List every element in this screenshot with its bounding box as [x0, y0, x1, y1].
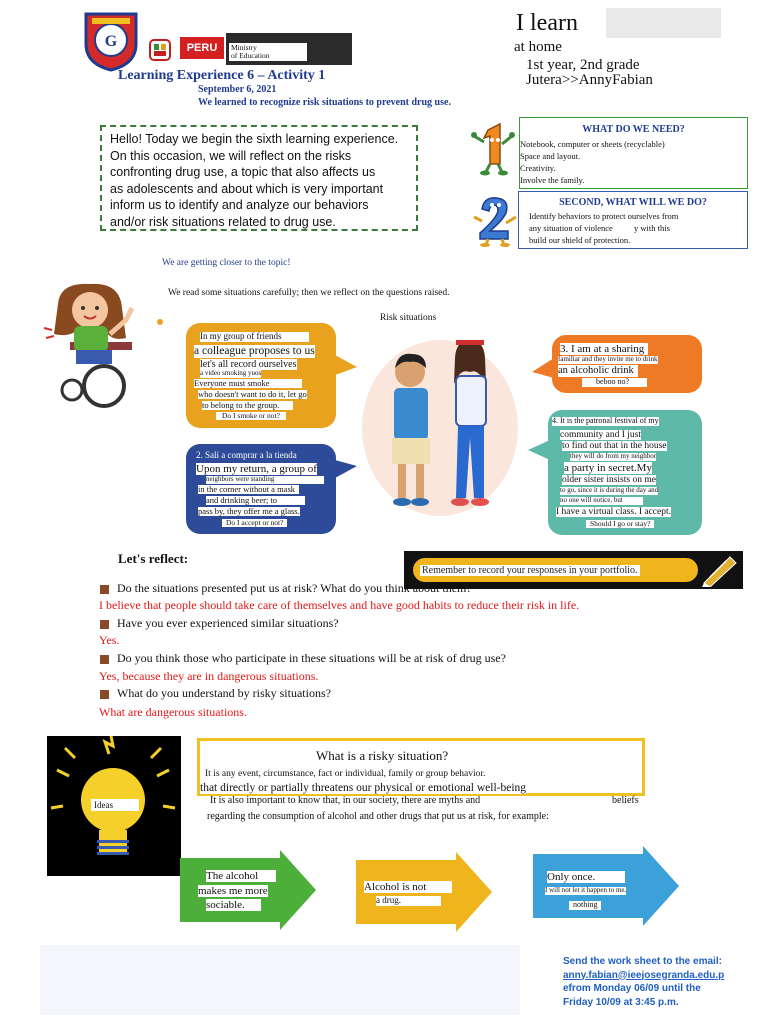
reflect-title: Let's reflect:	[118, 551, 189, 566]
submission-instructions	[563, 955, 743, 1009]
myths-intro-beliefs: beliefs	[612, 795, 639, 806]
ideas-label: Ideas	[94, 800, 113, 810]
girl-wheelchair-illustration	[40, 278, 180, 410]
brand-author-text: Jutera>>AnnyFabian	[526, 72, 653, 88]
situation-3-line: an alcoholic drink	[558, 365, 638, 377]
brand-learn-text: I learn	[516, 10, 578, 36]
reflect-question	[100, 616, 339, 631]
question-text: Do the situations presented put us at risk? What do you think about them?	[117, 581, 472, 595]
risk-situations-title: Risk situations	[380, 313, 437, 323]
myth-line: I will not let it happen to me.	[545, 886, 627, 894]
submission-line: efrom Monday 06/09 until the	[563, 983, 701, 994]
pencil-icon	[700, 553, 740, 587]
situation-4-line: I have a virtual class. I accept.	[556, 507, 671, 517]
situation-1-line: In my group of friends	[200, 332, 309, 342]
portfolio-reminder: Remember to record your responses in your portfolio.	[422, 565, 638, 576]
situation-1-text	[186, 323, 336, 428]
intro-line: and/or risk situations related to drug use.	[110, 214, 336, 229]
bullet-icon	[100, 620, 109, 629]
bubble-tail	[335, 355, 357, 377]
situation-1-line: to belong to the group.	[202, 401, 293, 410]
need-item: Creativity.	[520, 163, 556, 173]
situation-1-question: Do I smoke or not?	[216, 412, 286, 420]
situation-4-line: community and I just	[560, 430, 642, 440]
question-text: Do you think those who participate in these situations will be at risk of drug use?	[117, 651, 506, 665]
myth-line: Only once.	[547, 871, 625, 883]
myth-2-text	[356, 852, 492, 932]
intro-line: inform us to identify and analyze our behaviors	[110, 198, 369, 212]
situation-2-line: in the corner without a mask	[198, 485, 299, 494]
myth-line: makes me more	[198, 885, 268, 897]
ministry-label	[231, 44, 270, 60]
situation-3-question: beboo no?	[582, 378, 647, 387]
email-link[interactable]: anny.fabian@ieejosegranda.edu.p	[563, 969, 725, 981]
situation-2-heading: 2. Salí a comprar a la tienda	[196, 450, 297, 460]
reflect-answer[interactable]: What are dangerous situations.	[99, 705, 247, 719]
brand-home-text: at home	[514, 39, 562, 55]
situation-4-line: to find out that in the house	[562, 441, 667, 451]
intro-line: confronting drug use, a topic that also affects us	[110, 165, 376, 179]
reflect-question	[100, 581, 472, 596]
situation-3-line: familiar and they invite me to drink	[558, 355, 658, 363]
myth-line: a drug.	[376, 896, 441, 906]
ministry-line-1: Ministry	[231, 43, 257, 52]
bullet-icon	[100, 585, 109, 594]
myths-intro: It is also important to know that, in our society, there are myths and	[210, 795, 481, 806]
myth-3-text	[533, 846, 679, 926]
bubble-tail	[532, 358, 554, 380]
reflect-answer[interactable]: Yes, because they are in dangerous situations.	[99, 669, 319, 683]
situation-1-line: who doesn't want to do it, let go	[198, 389, 307, 399]
todo-item: build our shield of protection.	[529, 235, 631, 245]
situation-4-line: they will do from my neighbor	[570, 452, 657, 460]
need-item: Notebook, computer or sheets (recyclable)	[520, 139, 665, 149]
need-item: Involve the family.	[520, 175, 585, 185]
footer-watermark	[40, 945, 520, 1015]
topic-instruction: We read some situations carefully; then we reflect on the questions raised.	[168, 288, 450, 298]
situation-1-line: Everyone must smoke	[194, 379, 302, 388]
situation-3-line: 3. I am at a sharing	[560, 343, 648, 355]
situation-4-line: no one will notice, but	[560, 497, 643, 505]
intro-line: On this occasion, we will reflect on the risks	[110, 148, 352, 163]
definition-line: that directly or partially threatens our physical or emotional well-being	[200, 782, 527, 794]
question-text: Have you ever experienced similar situations?	[117, 616, 339, 630]
myth-line: Alcohol is not	[364, 881, 452, 893]
situation-2-text	[186, 444, 336, 534]
brand-cover	[606, 8, 721, 38]
school-shield-logo	[82, 10, 140, 72]
activity-objective: We learned to recognize risk situations to prevent drug use.	[198, 97, 451, 108]
todo-item: any situation of violence y with this	[529, 223, 670, 233]
need-item: Space and layout.	[520, 151, 581, 161]
intro-line: Hello! Today we begin the sixth learning experience.	[110, 132, 399, 146]
situation-2-question: Do I accept or not?	[222, 519, 287, 527]
need-title: WHAT DO WE NEED?	[582, 124, 685, 135]
activity-title: Learning Experience 6 – Activity 1	[118, 68, 326, 83]
submission-line: Friday 10/09 at 3:45 p.m.	[563, 996, 679, 1008]
activity-date: September 6, 2021	[198, 84, 277, 95]
topic-intro: We are getting closer to the topic!	[162, 258, 291, 268]
peru-coat-of-arms-icon	[144, 38, 176, 64]
todo-item: Identify behaviors to protect ourselves from	[529, 211, 679, 221]
brand-grade-text: 1st year, 2nd grade	[526, 57, 640, 73]
myth-1-text	[180, 850, 316, 930]
myth-line: nothing	[569, 901, 601, 910]
svg-text:G: G	[104, 33, 118, 50]
two-teens-illustration	[360, 328, 520, 523]
intro-line: as adolescents and about which is very important	[110, 181, 384, 196]
definition-line: It is any event, circumstance, fact or individual, family or group behavior.	[205, 769, 545, 779]
number-two-character-icon	[472, 195, 518, 247]
ideas-bulb-panel	[47, 736, 181, 876]
situation-2-line: neighbors were standing	[206, 476, 324, 484]
situation-2-line: and drinking beer; to	[206, 496, 305, 505]
bullet-icon	[100, 690, 109, 699]
situation-3-text	[552, 335, 702, 393]
ministry-block	[226, 33, 352, 65]
situation-1-line: let's all record ourselves	[200, 359, 297, 370]
situation-1-line: a video smoking yuos	[200, 369, 262, 377]
situation-2-line: Upon my return, a group of	[196, 463, 317, 475]
reflect-question	[100, 686, 331, 701]
bubble-tail	[335, 460, 357, 482]
definition-title: What is a risky situation?	[316, 748, 449, 763]
intro-box	[100, 125, 418, 231]
myths-intro: regarding the consumption of alcohol and other drugs that put us at risk, for example:	[207, 811, 549, 822]
reflect-answer[interactable]: I believe that people should take care of themselves and have good habits to reduce their risk in life.	[99, 598, 580, 612]
situation-4-text	[548, 410, 702, 535]
situation-4-line: 4. It is the patronal festival of my	[552, 416, 659, 425]
situation-4-question: Should I go or stay?	[586, 520, 654, 528]
situation-4-line: to go, since it is during the day and	[560, 486, 659, 494]
peru-badge: PERU	[180, 37, 224, 59]
todo-title: SECOND, WHAT WILL WE DO?	[559, 197, 707, 208]
reflect-question	[100, 651, 506, 666]
situation-4-line: older sister insists on me	[562, 475, 656, 485]
bullet-icon	[100, 655, 109, 664]
situation-2-line: pass by, they offer me a glass.	[198, 506, 300, 516]
question-text: What do you understand by risky situations?	[117, 686, 331, 700]
ministry-line-2: of Education	[231, 51, 270, 60]
myth-line: sociable.	[206, 899, 261, 911]
situation-1-line: a colleague proposes to us	[194, 345, 315, 357]
submission-line: Send the work sheet to the email:	[563, 956, 722, 967]
situation-4-line: a party in secret.My	[564, 462, 652, 474]
bubble-tail	[528, 440, 550, 462]
reflect-answer[interactable]: Yes.	[99, 633, 120, 647]
number-one-character-icon	[470, 120, 516, 176]
myth-line: The alcohol	[206, 870, 276, 882]
